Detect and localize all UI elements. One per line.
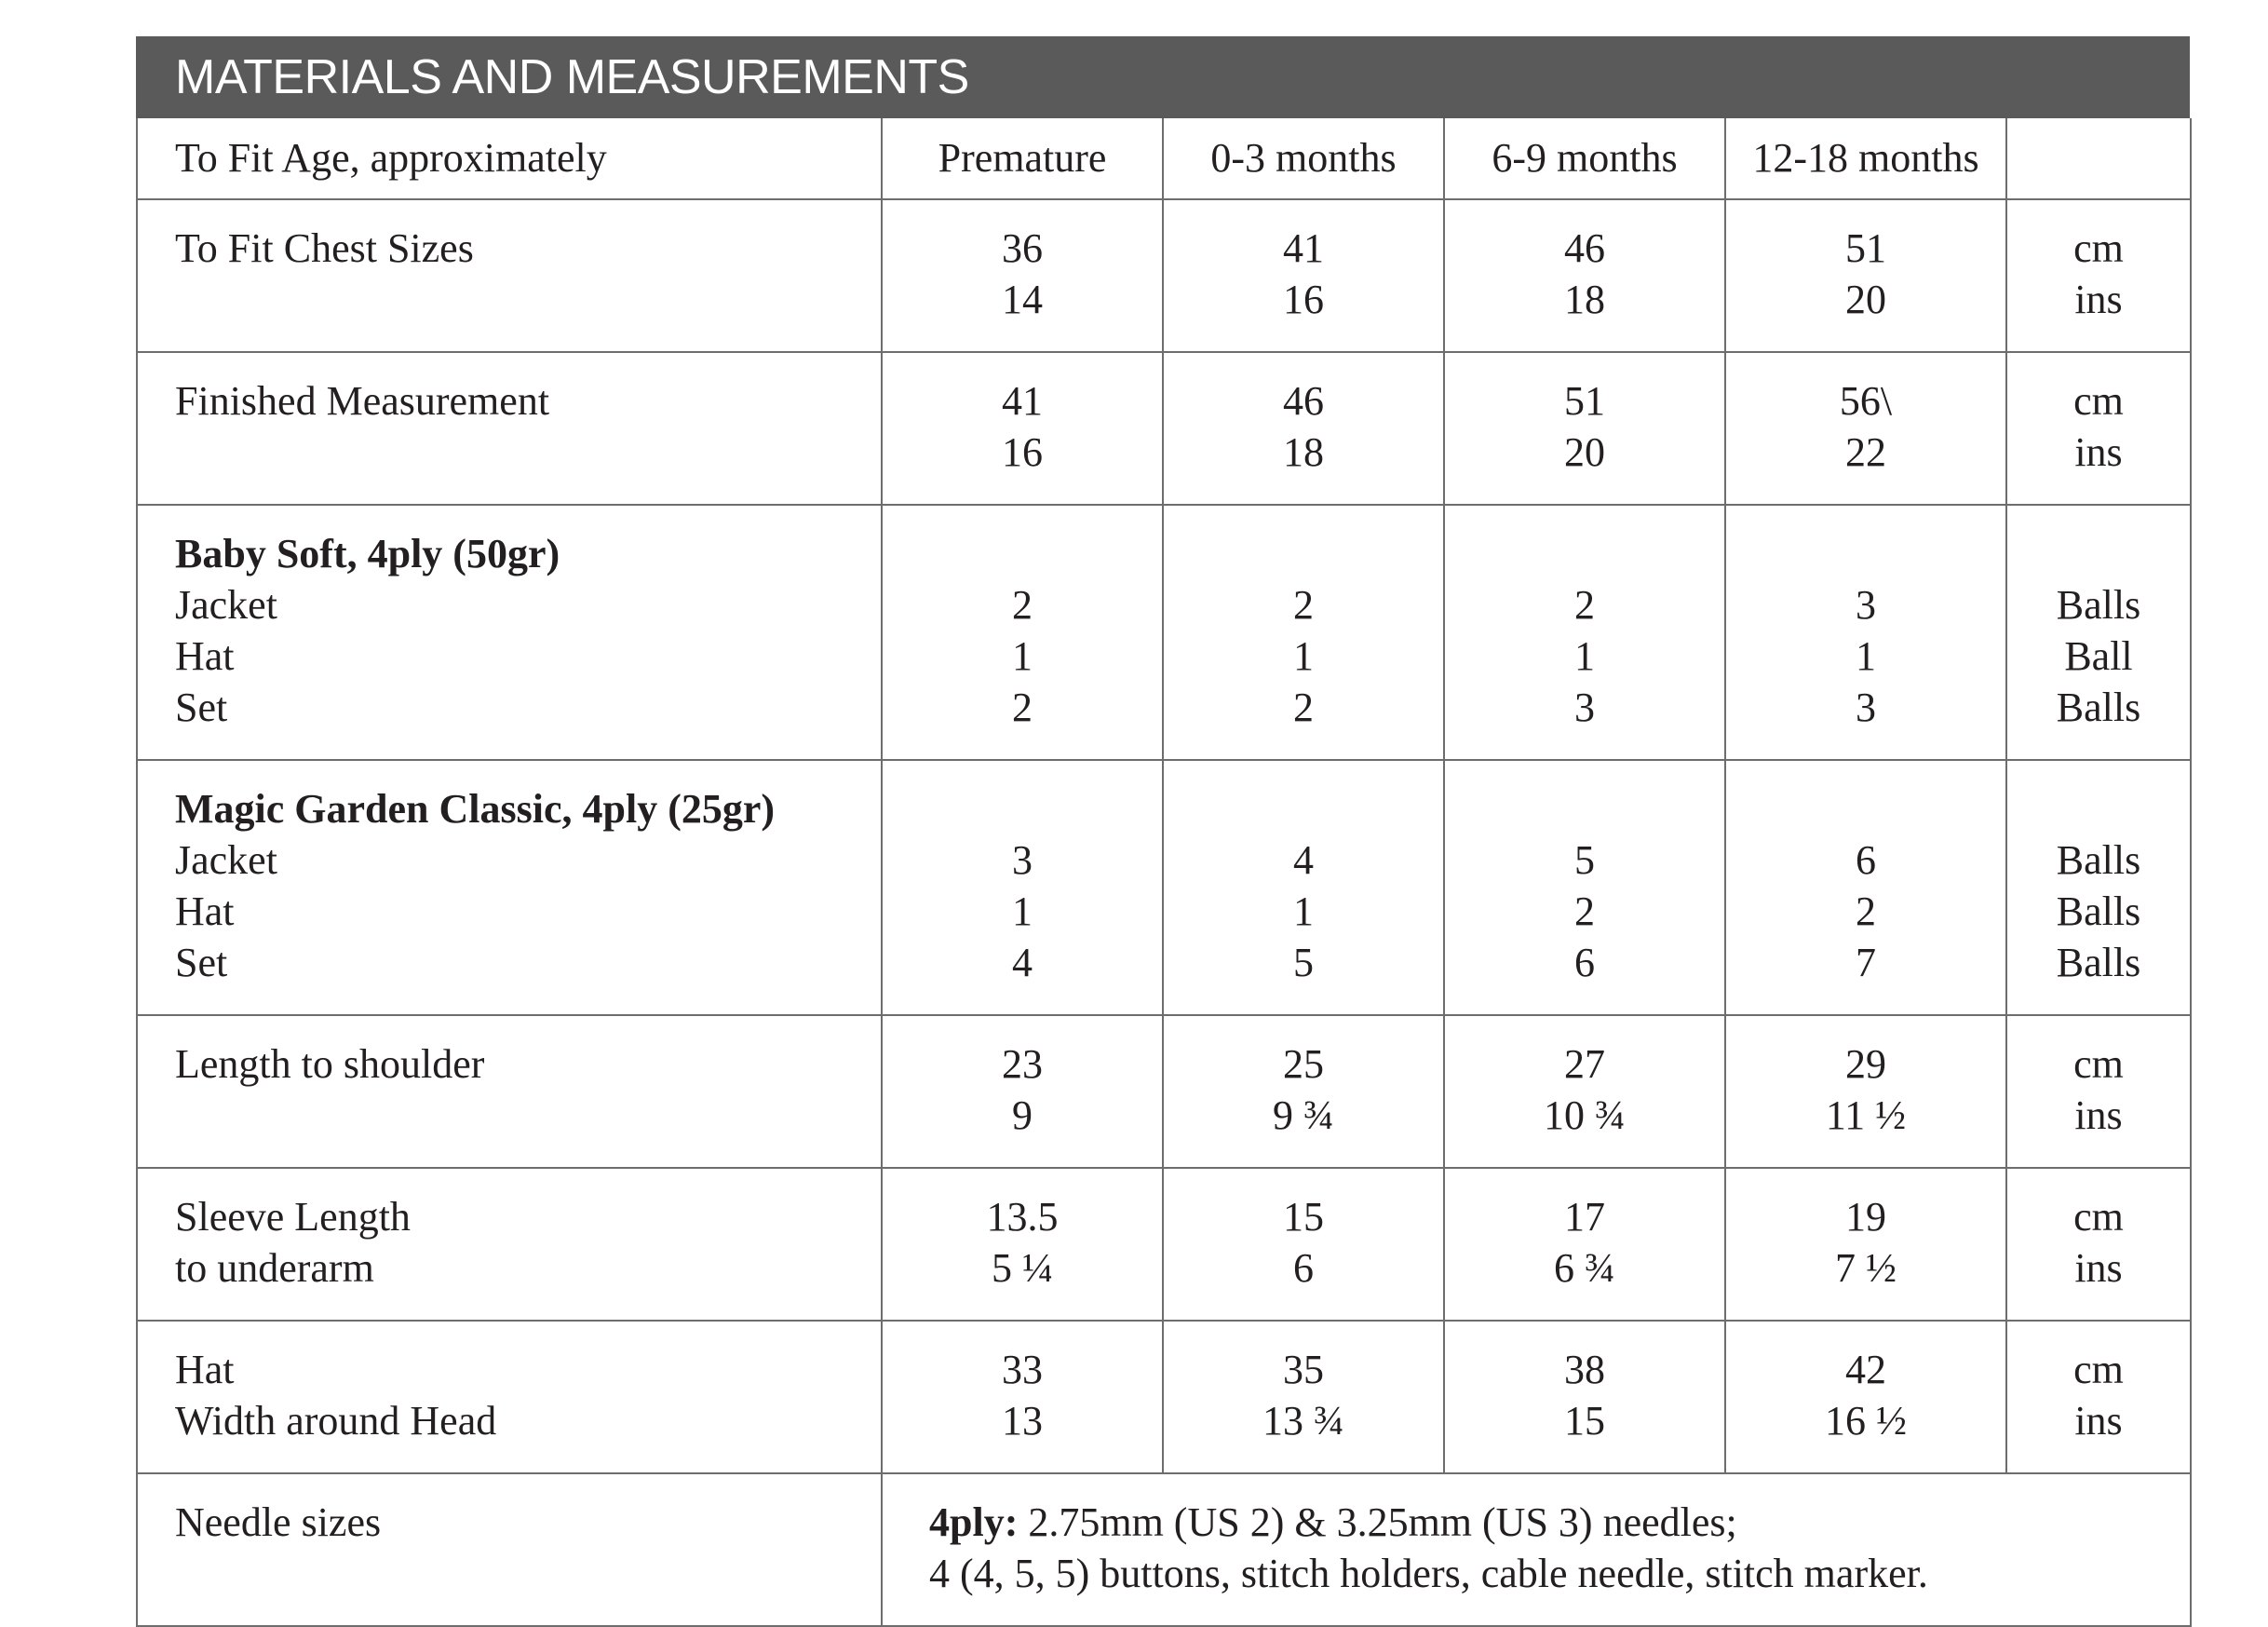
cell-value: 3 [1012,837,1033,883]
cell-value: 2 [1574,888,1595,934]
unit-cell: Balls [2056,888,2141,934]
size-header: 12-18 months [1752,135,1979,181]
cell-value: 7 [1856,940,1876,985]
cell-value: 2 [1574,582,1595,628]
item-label: Jacket [175,582,277,628]
table-row-sleeve [137,1168,2191,1321]
unit-cell: Balls [2056,582,2141,628]
unit-cm: cm [2073,1041,2124,1087]
cell-ins: 18 [1283,429,1324,475]
cell-value: 6 [1856,837,1876,883]
yarn-heading: Baby Soft, 4ply (50gr) [175,531,560,576]
cell-cm: 33 [1002,1347,1043,1392]
row-label: To Fit Chest Sizes [175,225,474,271]
table-row-baby-soft [137,505,2191,760]
cell-value: 4 [1293,837,1314,883]
cell-value: 3 [1574,685,1595,730]
cell-value: 5 [1574,837,1595,883]
unit-ins: ins [2074,429,2123,475]
cell-value: 2 [1293,582,1314,628]
unit-ins: ins [2074,1092,2123,1138]
cell-value: 2 [1012,582,1033,628]
size-header: 0-3 months [1210,135,1397,181]
unit-cm: cm [2073,1347,2124,1392]
cell-cm: 38 [1564,1347,1605,1392]
table-row-needles [137,1473,2191,1626]
cell-ins: 6 [1293,1245,1314,1291]
cell-cm: 25 [1283,1041,1324,1087]
size-header: 6-9 months [1492,135,1678,181]
materials-table-panel [136,36,2190,1627]
size-header: Premature [938,135,1107,181]
cell-cm: 27 [1564,1041,1605,1087]
cell-ins: 6 ¾ [1554,1245,1615,1291]
needle-ply-bold: 4ply: [929,1499,1019,1545]
cell-cm: 56\ [1839,378,1893,424]
cell-cm: 23 [1002,1041,1043,1087]
cell-cm: 35 [1283,1347,1324,1392]
unit-cm: cm [2073,1194,2124,1240]
cell-value: 1 [1012,633,1033,679]
cell-cm: 46 [1283,378,1324,424]
row-label: Length to shoulder [175,1041,485,1087]
cell-cm: 15 [1283,1194,1324,1240]
cell-cm: 41 [1283,225,1324,271]
cell-value: 2 [1012,685,1033,730]
cell-ins: 14 [1002,277,1043,322]
cell-ins: 18 [1564,277,1605,322]
table-header-row [137,118,2191,199]
row-sublabel: Width around Head [175,1398,497,1444]
table-row-finished [137,352,2191,505]
item-label: Hat [175,888,235,934]
measurements-table [136,118,2192,1627]
table-row-magic-garden [137,760,2191,1015]
row-sublabel: to underarm [175,1245,374,1291]
cell-value: 2 [1293,685,1314,730]
table-row-length [137,1015,2191,1168]
needle-line-1 [929,1497,2190,1548]
cell-ins: 16 [1002,429,1043,475]
cell-value: 1 [1293,633,1314,679]
cell-value: 3 [1856,685,1876,730]
cell-ins: 10 ¾ [1544,1092,1626,1138]
age-label: To Fit Age, approximately [175,135,607,181]
cell-ins: 16 ½ [1825,1398,1907,1444]
table-row-hat [137,1321,2191,1473]
yarn-heading: Magic Garden Classic, 4ply (25gr) [175,786,776,832]
row-label: Sleeve Length [175,1194,411,1240]
needle-sizes-text: 2.75mm (US 2) & 3.25mm (US 3) needles; [1018,1499,1737,1545]
row-label: Finished Measurement [175,378,550,424]
cell-value: 1 [1293,888,1314,934]
cell-ins: 9 ¾ [1273,1092,1334,1138]
cell-cm: 17 [1564,1194,1605,1240]
cell-ins: 13 [1002,1398,1043,1444]
cell-value: 1 [1012,888,1033,934]
cell-ins: 11 ½ [1825,1092,1907,1138]
unit-cell: Ball [2064,633,2133,679]
cell-cm: 51 [1845,225,1886,271]
cell-cm: 29 [1845,1041,1886,1087]
cell-ins: 15 [1564,1398,1605,1444]
cell-cm: 42 [1845,1347,1886,1392]
item-label: Hat [175,633,235,679]
unit-cell: Balls [2056,685,2141,730]
unit-cm: cm [2073,225,2124,271]
unit-ins: ins [2074,277,2123,322]
cell-ins: 9 [1012,1092,1033,1138]
section-title: MATERIALS AND MEASUREMENTS [136,36,2190,118]
cell-cm: 41 [1002,378,1043,424]
item-label: Jacket [175,837,277,883]
item-label: Set [175,685,228,730]
cell-value: 1 [1856,633,1876,679]
cell-value: 3 [1856,582,1876,628]
cell-cm: 19 [1845,1194,1886,1240]
needle-line-2: 4 (4, 5, 5) buttons, stitch holders, cable needle, stitch marker. [929,1551,1928,1596]
cell-ins: 16 [1283,277,1324,322]
cell-value: 2 [1856,888,1876,934]
unit-cm: cm [2073,378,2124,424]
row-label: Hat [175,1347,235,1392]
cell-ins: 7 ½ [1835,1245,1897,1291]
cell-cm: 36 [1002,225,1043,271]
item-label: Set [175,940,228,985]
unit-ins: ins [2074,1245,2123,1291]
cell-ins: 13 ¾ [1262,1398,1344,1444]
cell-value: 6 [1574,940,1595,985]
cell-value: 5 [1293,940,1314,985]
cell-cm: 46 [1564,225,1605,271]
unit-cell: Balls [2056,940,2141,985]
unit-ins: ins [2074,1398,2123,1444]
table-row-chest [137,199,2191,352]
cell-value: 1 [1574,633,1595,679]
cell-value: 4 [1012,940,1033,985]
row-label: Needle sizes [175,1499,382,1545]
cell-ins: 22 [1845,429,1886,475]
cell-ins: 5 ¼ [992,1245,1053,1291]
cell-ins: 20 [1564,429,1605,475]
unit-cell: Balls [2056,837,2141,883]
cell-ins: 20 [1845,277,1886,322]
cell-cm: 13.5 [986,1194,1059,1240]
cell-cm: 51 [1564,378,1605,424]
unit-header [2007,118,2190,198]
